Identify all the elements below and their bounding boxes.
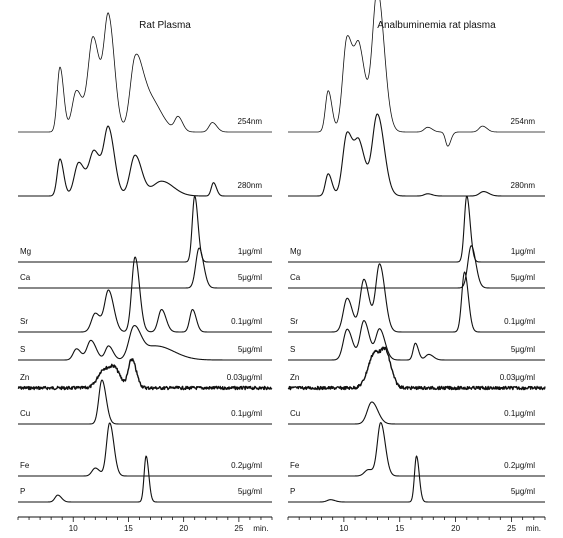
x-unit-label: min. — [253, 524, 269, 533]
scale-label-s: 5μg/ml — [510, 345, 535, 354]
scale-label-sr: 0.1μg/ml — [504, 317, 535, 326]
element-label-zn: Zn — [290, 373, 300, 382]
x-tick-label: 10 — [68, 524, 78, 533]
scale-label-s: 5μg/ml — [237, 345, 262, 354]
x-tick-label: 20 — [451, 524, 461, 533]
scale-label-280nm: 280nm — [510, 181, 535, 190]
element-label-fe: Fe — [290, 461, 300, 470]
element-label-fe: Fe — [20, 461, 30, 470]
element-label-zn: Zn — [20, 373, 30, 382]
scale-label-254nm: 254nm — [510, 117, 535, 126]
element-label-cu: Cu — [20, 409, 31, 418]
element-label-s: S — [290, 345, 296, 354]
element-label-mg: Mg — [290, 247, 302, 256]
scale-label-mg: 1μg/ml — [237, 247, 262, 256]
element-label-mg: Mg — [20, 247, 32, 256]
scale-label-fe: 0.2μg/ml — [504, 461, 535, 470]
trace-zn — [288, 347, 545, 389]
panel-analbuminemia — [288, 0, 545, 533]
x-tick-label: 15 — [123, 524, 133, 533]
scale-label-zn: 0.03μg/ml — [499, 373, 535, 382]
trace-280nm — [288, 114, 545, 196]
trace-s — [288, 321, 545, 360]
scale-label-254nm: 254nm — [237, 117, 262, 126]
x-tick-label: 15 — [395, 524, 405, 533]
trace-s — [18, 326, 272, 360]
element-label-ca: Ca — [290, 273, 301, 282]
scale-label-cu: 0.1μg/ml — [504, 409, 535, 418]
trace-280nm — [18, 126, 272, 196]
scale-label-280nm: 280nm — [237, 181, 262, 190]
element-label-sr: Sr — [20, 317, 28, 326]
panel-title: Rat Plasma — [139, 20, 191, 31]
element-label-s: S — [20, 345, 26, 354]
scale-label-p: 5μg/ml — [237, 487, 262, 496]
element-label-p: P — [20, 487, 26, 496]
element-label-p: P — [290, 487, 296, 496]
trace-ca — [288, 246, 545, 288]
x-tick-label: 25 — [507, 524, 516, 533]
x-tick-label: 10 — [339, 524, 349, 533]
x-tick-label: 20 — [179, 524, 189, 533]
scale-label-sr: 0.1μg/ml — [231, 317, 262, 326]
scale-label-ca: 5μg/ml — [237, 273, 262, 282]
scale-label-p: 5μg/ml — [510, 487, 535, 496]
scale-label-zn: 0.03μg/ml — [226, 373, 262, 382]
element-label-sr: Sr — [290, 317, 298, 326]
x-tick-label: 25 — [234, 524, 244, 533]
x-unit-label: min. — [525, 524, 542, 533]
element-label-ca: Ca — [20, 273, 31, 282]
trace-ca — [18, 248, 272, 288]
scale-label-ca: 5μg/ml — [510, 273, 535, 282]
scale-label-cu: 0.1μg/ml — [231, 409, 262, 418]
trace-mg — [18, 196, 272, 262]
scale-label-mg: 1μg/ml — [510, 247, 535, 256]
scale-label-fe: 0.2μg/ml — [231, 461, 262, 470]
element-label-cu: Cu — [290, 409, 301, 418]
panel-rat-plasma — [18, 13, 272, 533]
panel-title: Analbuminemia rat plasma — [377, 20, 496, 31]
trace-mg — [288, 196, 545, 262]
